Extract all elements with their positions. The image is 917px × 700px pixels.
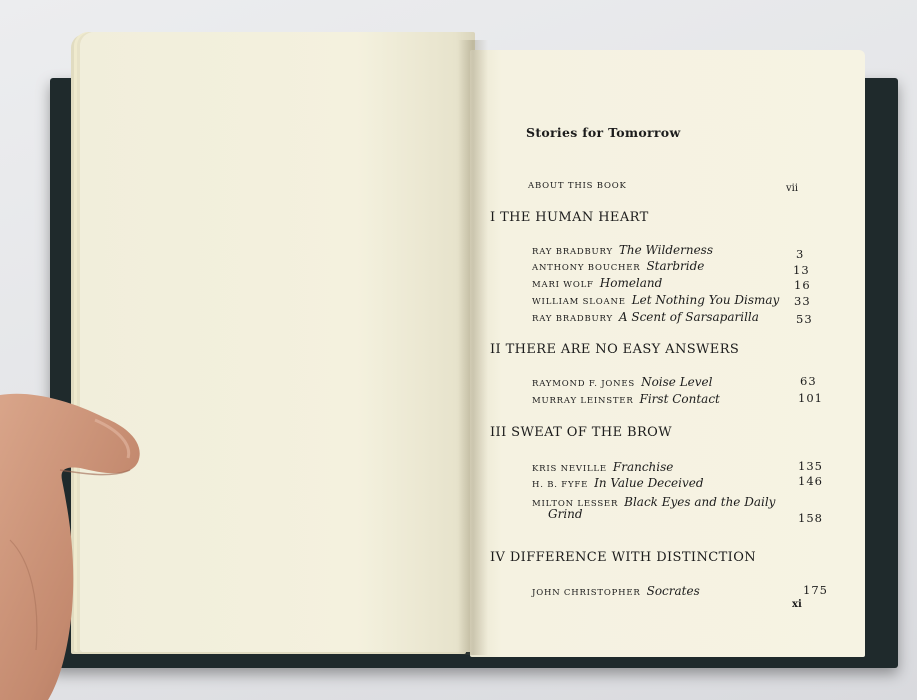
entry-author: MILTON LESSER xyxy=(532,499,619,509)
about-this-book-label: ABOUT THIS BOOK xyxy=(528,181,627,191)
entry-author: JOHN CHRISTOPHER xyxy=(532,588,641,598)
entry-author: RAY BRADBURY xyxy=(532,314,613,324)
section-title-3: III SWEAT OF THE BROW xyxy=(490,425,672,440)
entry-author: KRIS NEVILLE xyxy=(532,464,607,474)
entry-story: Black Eyes and the Daily xyxy=(624,495,776,509)
entry-author: MURRAY LEINSTER xyxy=(532,396,634,406)
entry-author: MARI WOLF xyxy=(532,280,594,290)
entry-author: H. B. FYFE xyxy=(532,480,589,490)
entry-story: In Value Deceived xyxy=(594,476,704,490)
book-title: Stories for Tomorrow xyxy=(526,125,681,140)
entry-story: The Wilderness xyxy=(618,243,713,257)
entry-author: RAY BRADBURY xyxy=(532,247,613,257)
entry-author: WILLIAM SLOANE xyxy=(532,297,626,307)
entry-story: First Contact xyxy=(639,392,720,406)
entry-page: 158 xyxy=(798,511,823,525)
entry-story: Starbride xyxy=(646,259,705,273)
entry-page: 175 xyxy=(803,583,828,597)
entry-story: Homeland xyxy=(599,276,663,290)
entry-page: 33 xyxy=(794,294,811,308)
entry-page: 135 xyxy=(798,459,823,473)
entry-page: 63 xyxy=(800,374,817,388)
entry-story: Socrates xyxy=(646,584,700,598)
entry-page: 53 xyxy=(796,312,813,326)
section-title-2: II THERE ARE NO EASY ANSWERS xyxy=(490,342,740,357)
entry-page: 101 xyxy=(798,391,823,405)
entry-story: Let Nothing You Dismay xyxy=(631,293,780,307)
entry-page: 16 xyxy=(794,278,811,292)
entry-story: A Scent of Sarsaparilla xyxy=(618,310,759,324)
entry-page: 146 xyxy=(798,474,823,488)
about-this-book-page: vii xyxy=(786,183,799,194)
section-title-4: IV DIFFERENCE WITH DISTINCTION xyxy=(490,550,757,565)
entry-story-continuation: Grind xyxy=(548,507,583,521)
entry-author: ANTHONY BOUCHER xyxy=(532,263,641,273)
entry-story: Franchise xyxy=(612,460,674,474)
section-title-1: I THE HUMAN HEART xyxy=(490,210,649,225)
entry-page: 13 xyxy=(793,263,810,277)
entry-page: 3 xyxy=(796,247,805,261)
page-folio: xi xyxy=(792,599,802,610)
entry-story: Noise Level xyxy=(641,375,713,389)
entry-author: RAYMOND F. JONES xyxy=(532,379,636,389)
